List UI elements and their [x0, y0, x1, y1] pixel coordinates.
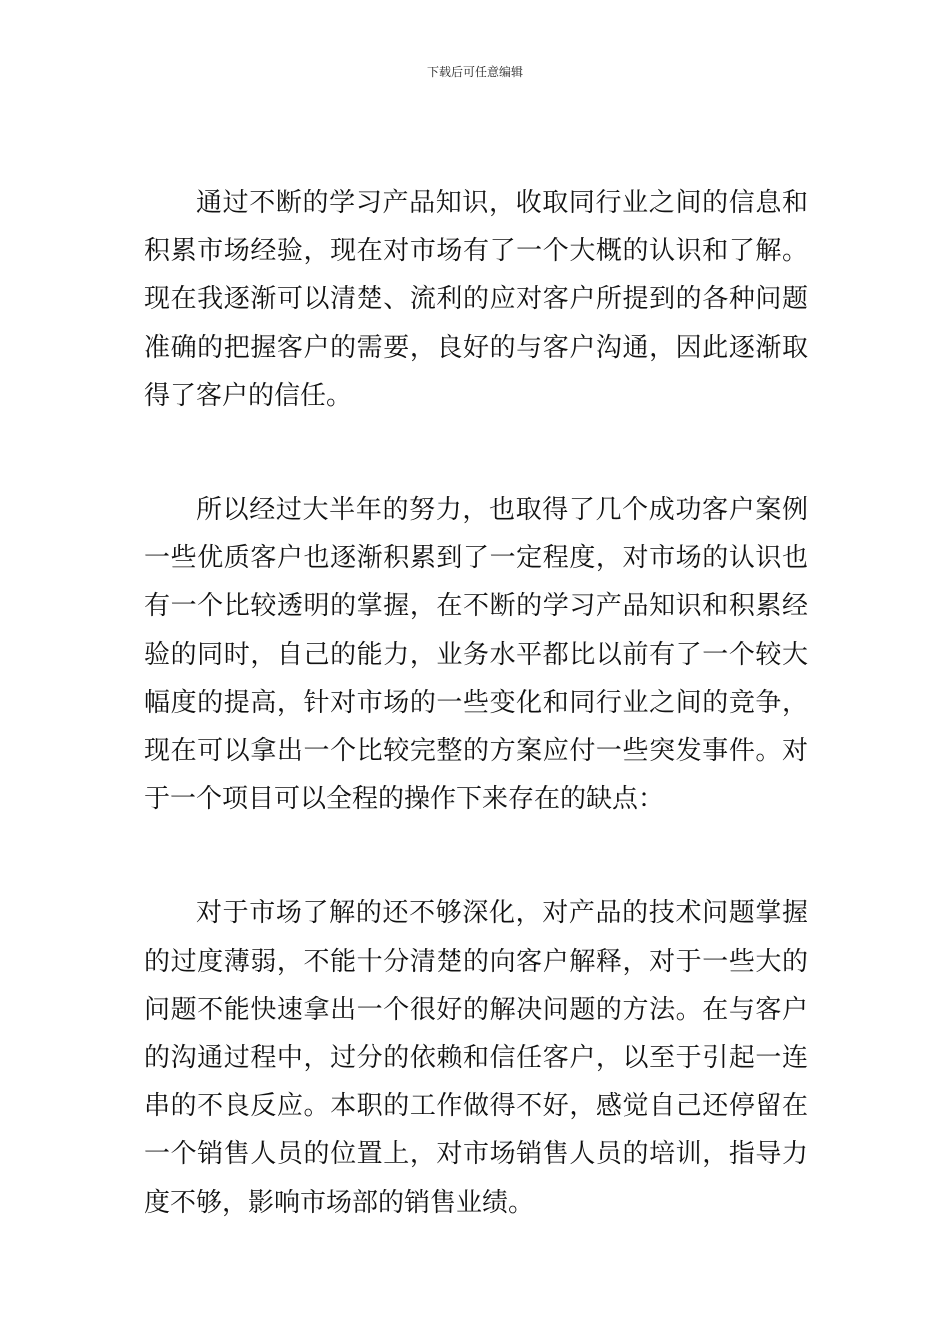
- paragraph-2: 所以经过大半年的努力，也取得了几个成功客户案例一些优质客户也逐渐积累到了一定程度，对市场的认识也有一个比较透明的掌握，在不断的学习产品知识和积累经验的同时，自己的能力，业务水平都比以前有了一个较大幅度的提高，针对市场的一些变化和同行业之间的竞争，现在可以拿出一个比较完整的方案应付一些突发事件。对于一个项目可以全程的操作下来存在的缺点：: [144, 495, 808, 815]
- document-body: [144, 179, 808, 1227]
- page-header: 下载后可任意编辑: [426, 65, 523, 79]
- paragraph-3: 对于市场了解的还不够深化，对产品的技术问题掌握的过度薄弱，不能十分清楚的向客户解释，对于一些大的问题不能快速拿出一个很好的解决问题的方法。在与客户的沟通过程中，过分的依赖和信任客户，以至于引起一连串的不良反应。本职的工作做得不好，感觉自己还停留在一个销售人员的位置上，对市场销售人员的培训，指导力度不够，影响市场部的销售业绩。: [144, 898, 808, 1218]
- paragraph-1: 通过不断的学习产品知识，收取同行业之间的信息和积累市场经验，现在对市场有了一个大概的认识和了解。现在我逐渐可以清楚、流利的应对客户所提到的各种问题准确的把握客户的需要，良好的与客户沟通，因此逐渐取得了客户的信任。: [144, 188, 808, 411]
